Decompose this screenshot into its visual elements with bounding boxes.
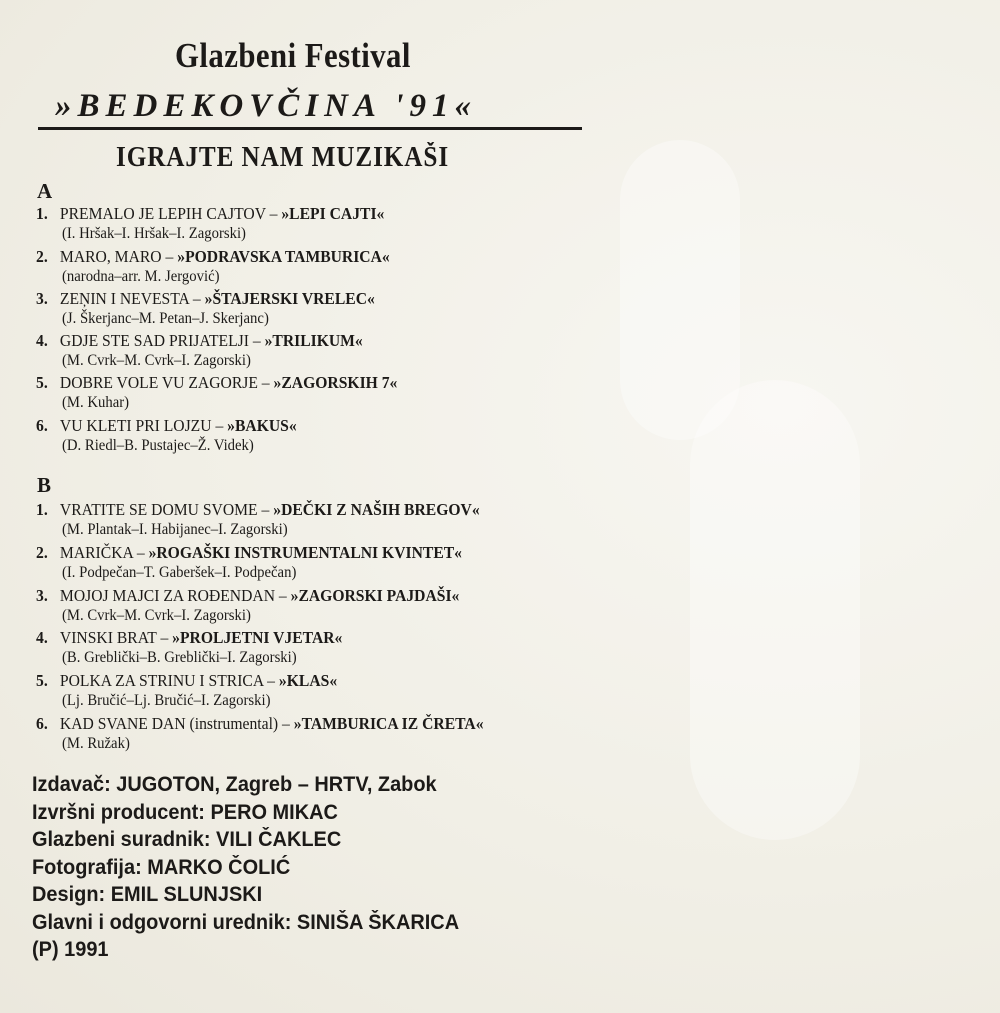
faded-figure-shape (690, 380, 860, 840)
track-title: MARIČKA (59, 543, 133, 562)
side-a-track-4: 4. GDJE STE SAD PRIJATELJI – »TRILIKUM« (M. Cvrk–M. Cvrk–I. Zagorski) (36, 331, 656, 371)
track-credits: (I. Podpečan–T. Gaberšek–I. Podpečan) (62, 564, 297, 581)
track-number: 6. (36, 416, 48, 435)
track-artist: »ŠTAJERSKI VRELEC« (204, 289, 375, 308)
track-title: VRATITE SE DOMU SVOME (59, 500, 258, 519)
track-credits: (narodna–arr. M. Jergović) (62, 268, 220, 285)
track-credits: (B. Greblički–B. Greblički–I. Zagorski) (62, 649, 297, 666)
track-artist: »PODRAVSKA TAMBURICA« (177, 247, 390, 266)
event-title: »BEDEKOVČINA '91« (55, 88, 478, 124)
track-artist: »LEPI CAJTI« (281, 204, 385, 223)
track-title: ZEŅIN I NEVESTA (59, 289, 189, 308)
track-credits: (I. Hršak–I. Hršak–I. Zagorski) (62, 225, 246, 242)
track-credits: (M. Kuhar) (62, 394, 130, 411)
track-artist: »ZAGORSKIH 7« (273, 373, 398, 392)
music-associate-credit: Glazbeni suradnik: VILI ČAKLEC (32, 828, 342, 851)
side-b-track-3: 3. MOJOJ MAJCI ZA ROĐENDAN – »ZAGORSKI PAJDAŠI« (M. Cvrk–M. Cvrk–I. Zagorski) (36, 586, 656, 626)
track-title: VINSKI BRAT (59, 628, 157, 647)
track-number: 2. (36, 543, 48, 562)
track-title: KAD SVANE DAN (instrumental) (59, 714, 279, 733)
release-credits (32, 771, 652, 964)
track-credits: (M. Plantak–I. Habijanec–I. Zagorski) (62, 521, 288, 538)
side-b-label: B (37, 473, 52, 497)
side-a-label: A (37, 179, 53, 203)
copyright-year: (P) 1991 (32, 938, 109, 961)
track-credits: (Lj. Bručić–Lj. Bručić–I. Zagorski) (62, 692, 271, 709)
side-a-track-2: 2. MARO, MARO – »PODRAVSKA TAMBURICA« (narodna–arr. M. Jergović) (36, 247, 656, 287)
track-number: 3. (36, 289, 48, 308)
track-title: POLKA ZA STRINU I STRICA (59, 671, 264, 690)
track-number: 1. (36, 500, 48, 519)
track-number: 4. (36, 628, 48, 647)
side-b-track-2: 2. MARIČKA – »ROGAŠKI INSTRUMENTALNI KVINTET« (I. Podpečan–T. Gaberšek–I. Podpečan) (36, 543, 656, 583)
track-title: DOBRE VOLE VU ZAGORJE (59, 373, 258, 392)
side-a-track-1: 1. PREMALO JE LEPIH CAJTOV – »LEPI CAJTI« (I. Hršak–I. Hršak–I. Zagorski) (36, 204, 656, 244)
side-a-track-3: 3. ZEŅIN I NEVESTA – »ŠTAJERSKI VRELEC« (J. Škerjanc–M. Petan–J. Skerjanc) (36, 289, 656, 329)
side-b-track-4: 4. VINSKI BRAT – »PROLJETNI VJETAR« (B. Greblički–B. Greblički–I. Zagorski) (36, 628, 656, 668)
track-title: MOJOJ MAJCI ZA ROĐENDAN (59, 586, 275, 605)
track-credits: (M. Cvrk–M. Cvrk–I. Zagorski) (62, 607, 251, 624)
publisher-credit: Izdavač: JUGOTON, Zagreb – HRTV, Zabok (32, 773, 437, 796)
track-number: 5. (36, 373, 48, 392)
track-credits: (J. Škerjanc–M. Petan–J. Skerjanc) (62, 310, 269, 327)
photography-credit: Fotografija: MARKO ČOLIĆ (32, 855, 291, 879)
design-credit: Design: EMIL SLUNJSKI (32, 883, 263, 906)
track-number: 1. (36, 204, 48, 223)
track-artist: »BAKUS« (227, 416, 297, 435)
side-b-track-5: 5. POLKA ZA STRINU I STRICA – »KLAS« (Lj. Bručić–Lj. Bručić–I. Zagorski) (36, 671, 656, 711)
track-number: 3. (36, 586, 48, 605)
track-artist: »TRILIKUM« (264, 331, 363, 350)
side-b-track-6: 6. KAD SVANE DAN (instrumental) – »TAMBURICA IZ ČRETA« (M. Ružak) (36, 714, 656, 754)
track-title: VU KLETI PRI LOJZU (59, 416, 212, 435)
editor-in-chief-credit: Glavni i odgovorni urednik: SINIŠA ŠKARICA (32, 910, 460, 934)
track-number: 6. (36, 714, 48, 733)
track-credits: (M. Cvrk–M. Cvrk–I. Zagorski) (62, 352, 251, 369)
executive-producer-credit: Izvršni producent: PERO MIKAC (32, 800, 338, 824)
track-artist: »KLAS« (278, 671, 338, 690)
track-title: GDJE STE SAD PRIJATELJI (59, 331, 249, 350)
side-b-track-1: 1. VRATITE SE DOMU SVOME – »DEČKI Z NAŠIH BREGOV« (M. Plantak–I. Habijanec–I. Zagorski) (36, 500, 656, 540)
track-credits: (M. Ružak) (62, 735, 130, 752)
track-artist: »PROLJETNI VJETAR« (172, 628, 343, 647)
track-artist: »DEČKI Z NAŠIH BREGOV« (273, 500, 480, 519)
track-number: 2. (36, 247, 48, 266)
festival-title: Glazbeni Festival (175, 36, 411, 75)
track-artist: »ZAGORSKI PAJDAŠI« (290, 586, 460, 605)
album-title: IGRAJTE NAM MUZIKAŠI (116, 142, 450, 173)
side-a-track-5: 5. DOBRE VOLE VU ZAGORJE – »ZAGORSKIH 7« (M. Kuhar) (36, 373, 656, 413)
track-number: 5. (36, 671, 48, 690)
track-credits: (D. Riedl–B. Pustajec–Ž. Videk) (62, 437, 254, 454)
track-title: MARO, MARO (59, 247, 162, 266)
title-underline (38, 127, 582, 130)
side-a-track-6: 6. VU KLETI PRI LOJZU – »BAKUS« (D. Riedl–B. Pustajec–Ž. Videk) (36, 416, 656, 456)
track-artist: »TAMBURICA IZ ČRETA« (293, 714, 484, 733)
track-title: PREMALO JE LEPIH CAJTOV (59, 204, 266, 223)
track-artist: »ROGAŠKI INSTRUMENTALNI KVINTET« (148, 543, 463, 562)
track-number: 4. (36, 331, 48, 350)
